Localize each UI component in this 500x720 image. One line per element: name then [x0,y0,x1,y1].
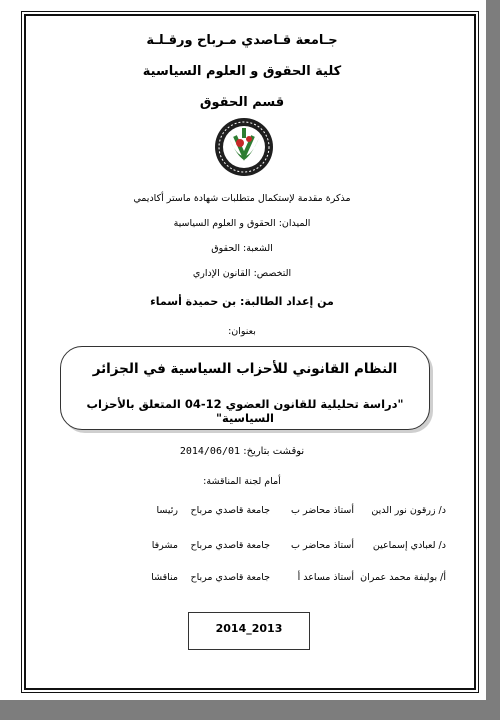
member-name: د/ زرقون نور الدين [371,505,446,516]
member-role: مشرفا [151,540,178,551]
member-rank: أستاذ محاضر ب [291,505,354,516]
thesis-title-box [60,346,430,430]
member-name: د/ لعبادي إسماعين [372,540,446,551]
titled-label: بعنوان: [228,326,256,337]
student-line: من إعداد الطالبة: بن حميدة أسماء [150,295,334,308]
page-shadow-right [486,0,500,720]
memo-statement: مذكرة مقدمة لإستكمال متطلبات شهادة ماستر أكاديمي [133,193,351,204]
academic-year-box [188,612,310,650]
specialty-line: التخصص: القانون الإداري [192,268,292,279]
thesis-subtitle: "دراسة تحليلية للقانون العضوي 12-04 المتعلق بالأحزاب السياسية" [86,397,404,425]
faculty-name: كلية الحقوق و العلوم السياسية [142,64,342,79]
defense-date: 2014/06/01 [179,446,241,457]
thesis-title: النظام القانوني للأحزاب السياسية في الجزائر [92,361,398,377]
academic-year: 2014_2013 [215,622,283,635]
defense-date-line [0,446,484,457]
member-university: جامعة قاصدي مرباح [190,505,270,516]
defense-date-label: نوقشت بتاريخ: [243,446,305,457]
member-university: جامعة قاصدي مرباح [190,540,270,551]
department-name: قسم الحقوق [199,95,285,110]
member-role: رئيسا [156,505,178,516]
branch-line: الشعبة: الحقوق [211,243,273,254]
member-rank: أستاذ محاضر ب [291,540,354,551]
field-line: الميدان: الحقوق و العلوم السياسية [173,218,311,229]
member-role: مناقشا [151,572,178,583]
page-shadow-bottom [0,700,500,720]
university-seal-icon [213,116,275,178]
member-name: أ/ بوليفة محمد عمران [360,572,446,583]
member-university: جامعة قاصدي مرباح [190,572,270,583]
member-rank: أستاذ مساعد أ [297,572,354,583]
committee-label: أمام لجنة المناقشة: [203,476,281,487]
university-name: جـامعة قـاصدي مـرباح ورقـلـة [146,33,338,48]
